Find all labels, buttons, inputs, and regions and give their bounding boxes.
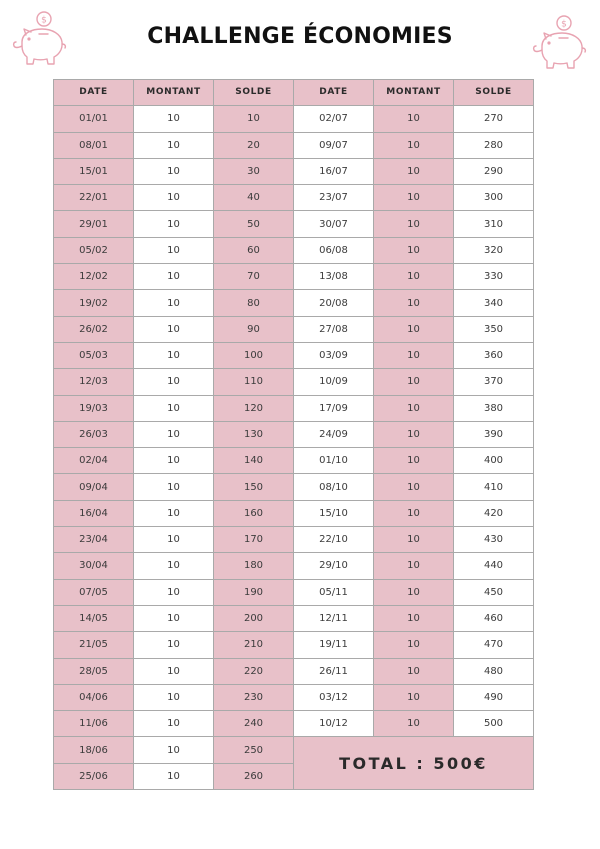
- cell-date: 12/11: [294, 605, 374, 631]
- cell-montant: 10: [374, 632, 454, 658]
- cell-montant: 10: [374, 158, 454, 184]
- cell-date: 11/06: [54, 711, 134, 737]
- cell-date: 26/02: [54, 316, 134, 342]
- cell-montant: 10: [374, 605, 454, 631]
- cell-date: 30/04: [54, 553, 134, 579]
- cell-montant: 10: [134, 316, 214, 342]
- cell-montant: 10: [374, 527, 454, 553]
- table-row: [54, 605, 534, 631]
- cell-montant: 10: [134, 579, 214, 605]
- cell-montant: 10: [134, 237, 214, 263]
- cell-date: 27/08: [294, 316, 374, 342]
- column-header-date: DATE: [294, 80, 374, 106]
- cell-montant: 10: [374, 264, 454, 290]
- cell-solde: 180: [214, 553, 294, 579]
- cell-montant: 10: [134, 684, 214, 710]
- cell-solde: 360: [454, 342, 534, 368]
- cell-solde: 320: [454, 237, 534, 263]
- cell-montant: 10: [374, 132, 454, 158]
- cell-solde: 400: [454, 448, 534, 474]
- table-row: [54, 395, 534, 421]
- cell-date: 16/04: [54, 500, 134, 526]
- cell-solde: 170: [214, 527, 294, 553]
- table-header-row: [54, 80, 534, 106]
- cell-montant: 10: [134, 106, 214, 132]
- cell-date: 19/02: [54, 290, 134, 316]
- cell-montant: 10: [374, 448, 454, 474]
- cell-solde: 200: [214, 605, 294, 631]
- cell-montant: 10: [134, 158, 214, 184]
- cell-date: 15/10: [294, 500, 374, 526]
- cell-solde: 20: [214, 132, 294, 158]
- cell-solde: 290: [454, 158, 534, 184]
- table-row: [54, 132, 534, 158]
- cell-date: 22/01: [54, 185, 134, 211]
- table-row: [54, 369, 534, 395]
- table-row: [54, 448, 534, 474]
- cell-date: 07/05: [54, 579, 134, 605]
- cell-date: 23/04: [54, 527, 134, 553]
- page-title: CHALLENGE ÉCONOMIES: [147, 24, 453, 49]
- table-row: [54, 500, 534, 526]
- cell-montant: 10: [134, 500, 214, 526]
- cell-montant: 10: [134, 211, 214, 237]
- total-label: TOTAL : 500€: [294, 737, 534, 790]
- cell-date: 28/05: [54, 658, 134, 684]
- table-row: [54, 737, 534, 763]
- cell-solde: 410: [454, 474, 534, 500]
- cell-montant: 10: [374, 185, 454, 211]
- cell-montant: 10: [134, 421, 214, 447]
- cell-solde: 370: [454, 369, 534, 395]
- cell-montant: 10: [134, 290, 214, 316]
- table-row: [54, 106, 534, 132]
- cell-montant: 10: [134, 763, 214, 789]
- cell-solde: 140: [214, 448, 294, 474]
- cell-solde: 310: [454, 211, 534, 237]
- cell-solde: 240: [214, 711, 294, 737]
- cell-date: 13/08: [294, 264, 374, 290]
- cell-date: 03/09: [294, 342, 374, 368]
- cell-montant: 10: [134, 132, 214, 158]
- cell-solde: 450: [454, 579, 534, 605]
- table-row: [54, 632, 534, 658]
- table-row: [54, 579, 534, 605]
- cell-montant: 10: [374, 211, 454, 237]
- cell-date: 08/10: [294, 474, 374, 500]
- table-row: [54, 684, 534, 710]
- cell-solde: 80: [214, 290, 294, 316]
- cell-solde: 150: [214, 474, 294, 500]
- cell-montant: 10: [134, 737, 214, 763]
- cell-montant: 10: [134, 369, 214, 395]
- cell-solde: 190: [214, 579, 294, 605]
- table-row: [54, 474, 534, 500]
- column-header-montant: MONTANT: [134, 80, 214, 106]
- cell-solde: 30: [214, 158, 294, 184]
- cell-montant: 10: [134, 448, 214, 474]
- cell-date: 17/09: [294, 395, 374, 421]
- cell-solde: 250: [214, 737, 294, 763]
- cell-solde: 490: [454, 684, 534, 710]
- cell-solde: 480: [454, 658, 534, 684]
- cell-montant: 10: [374, 474, 454, 500]
- cell-montant: 10: [374, 684, 454, 710]
- cell-solde: 120: [214, 395, 294, 421]
- table-row: [54, 342, 534, 368]
- cell-solde: 40: [214, 185, 294, 211]
- piggy-bank-coin-icon: [528, 12, 590, 74]
- cell-date: 02/04: [54, 448, 134, 474]
- table-row: [54, 211, 534, 237]
- column-header-solde: SOLDE: [454, 80, 534, 106]
- cell-solde: 500: [454, 711, 534, 737]
- cell-date: 05/02: [54, 237, 134, 263]
- cell-date: 05/11: [294, 579, 374, 605]
- cell-solde: 470: [454, 632, 534, 658]
- cell-solde: 160: [214, 500, 294, 526]
- svg-text:$: $: [561, 19, 567, 30]
- cell-date: 12/03: [54, 369, 134, 395]
- cell-solde: 100: [214, 342, 294, 368]
- cell-solde: 340: [454, 290, 534, 316]
- cell-date: 04/06: [54, 684, 134, 710]
- column-header-montant: MONTANT: [374, 80, 454, 106]
- cell-solde: 420: [454, 500, 534, 526]
- cell-solde: 280: [454, 132, 534, 158]
- piggy-bank-coin-icon: [8, 8, 70, 70]
- cell-solde: 300: [454, 185, 534, 211]
- cell-date: 12/02: [54, 264, 134, 290]
- cell-date: 10/12: [294, 711, 374, 737]
- table-row: [54, 658, 534, 684]
- cell-date: 19/11: [294, 632, 374, 658]
- column-header-solde: SOLDE: [214, 80, 294, 106]
- cell-montant: 10: [374, 237, 454, 263]
- cell-date: 10/09: [294, 369, 374, 395]
- table-row: [54, 711, 534, 737]
- cell-solde: 460: [454, 605, 534, 631]
- cell-montant: 10: [374, 579, 454, 605]
- cell-date: 20/08: [294, 290, 374, 316]
- cell-solde: 10: [214, 106, 294, 132]
- cell-date: 29/10: [294, 553, 374, 579]
- cell-date: 18/06: [54, 737, 134, 763]
- cell-date: 26/11: [294, 658, 374, 684]
- cell-date: 25/06: [54, 763, 134, 789]
- cell-solde: 430: [454, 527, 534, 553]
- svg-text:$: $: [41, 15, 47, 26]
- cell-date: 02/07: [294, 106, 374, 132]
- cell-solde: 380: [454, 395, 534, 421]
- cell-date: 23/07: [294, 185, 374, 211]
- cell-date: 24/09: [294, 421, 374, 447]
- cell-montant: 10: [134, 553, 214, 579]
- cell-montant: 10: [374, 711, 454, 737]
- table-row: [54, 290, 534, 316]
- cell-solde: 90: [214, 316, 294, 342]
- cell-solde: 440: [454, 553, 534, 579]
- cell-date: 01/10: [294, 448, 374, 474]
- cell-date: 09/07: [294, 132, 374, 158]
- cell-date: 15/01: [54, 158, 134, 184]
- cell-solde: 50: [214, 211, 294, 237]
- cell-montant: 10: [374, 421, 454, 447]
- cell-date: 30/07: [294, 211, 374, 237]
- cell-solde: 60: [214, 237, 294, 263]
- cell-date: 08/01: [54, 132, 134, 158]
- cell-date: 29/01: [54, 211, 134, 237]
- table-body: [54, 106, 534, 790]
- cell-montant: 10: [374, 342, 454, 368]
- table-row: [54, 421, 534, 447]
- table-row: [54, 264, 534, 290]
- cell-montant: 10: [374, 553, 454, 579]
- savings-table: [53, 79, 534, 790]
- cell-date: 09/04: [54, 474, 134, 500]
- cell-montant: 10: [134, 658, 214, 684]
- cell-date: 22/10: [294, 527, 374, 553]
- table-row: [54, 237, 534, 263]
- table-row: [54, 185, 534, 211]
- cell-montant: 10: [134, 342, 214, 368]
- table-row: [54, 527, 534, 553]
- cell-montant: 10: [374, 658, 454, 684]
- cell-montant: 10: [374, 500, 454, 526]
- cell-montant: 10: [374, 106, 454, 132]
- cell-montant: 10: [134, 474, 214, 500]
- cell-date: 16/07: [294, 158, 374, 184]
- cell-montant: 10: [374, 316, 454, 342]
- cell-solde: 260: [214, 763, 294, 789]
- cell-montant: 10: [134, 264, 214, 290]
- cell-date: 19/03: [54, 395, 134, 421]
- cell-montant: 10: [134, 185, 214, 211]
- cell-solde: 220: [214, 658, 294, 684]
- cell-montant: 10: [134, 527, 214, 553]
- cell-date: 06/08: [294, 237, 374, 263]
- cell-montant: 10: [374, 395, 454, 421]
- cell-montant: 10: [134, 395, 214, 421]
- cell-solde: 390: [454, 421, 534, 447]
- cell-solde: 110: [214, 369, 294, 395]
- cell-montant: 10: [374, 369, 454, 395]
- cell-solde: 350: [454, 316, 534, 342]
- cell-date: 01/01: [54, 106, 134, 132]
- table-row: [54, 553, 534, 579]
- cell-solde: 270: [454, 106, 534, 132]
- cell-date: 05/03: [54, 342, 134, 368]
- cell-montant: 10: [134, 605, 214, 631]
- cell-date: 14/05: [54, 605, 134, 631]
- column-header-date: DATE: [54, 80, 134, 106]
- cell-solde: 130: [214, 421, 294, 447]
- cell-solde: 230: [214, 684, 294, 710]
- cell-solde: 70: [214, 264, 294, 290]
- cell-montant: 10: [134, 632, 214, 658]
- cell-montant: 10: [134, 711, 214, 737]
- table-row: [54, 316, 534, 342]
- cell-montant: 10: [374, 290, 454, 316]
- cell-solde: 330: [454, 264, 534, 290]
- cell-date: 26/03: [54, 421, 134, 447]
- cell-solde: 210: [214, 632, 294, 658]
- cell-date: 03/12: [294, 684, 374, 710]
- cell-date: 21/05: [54, 632, 134, 658]
- table-row: [54, 158, 534, 184]
